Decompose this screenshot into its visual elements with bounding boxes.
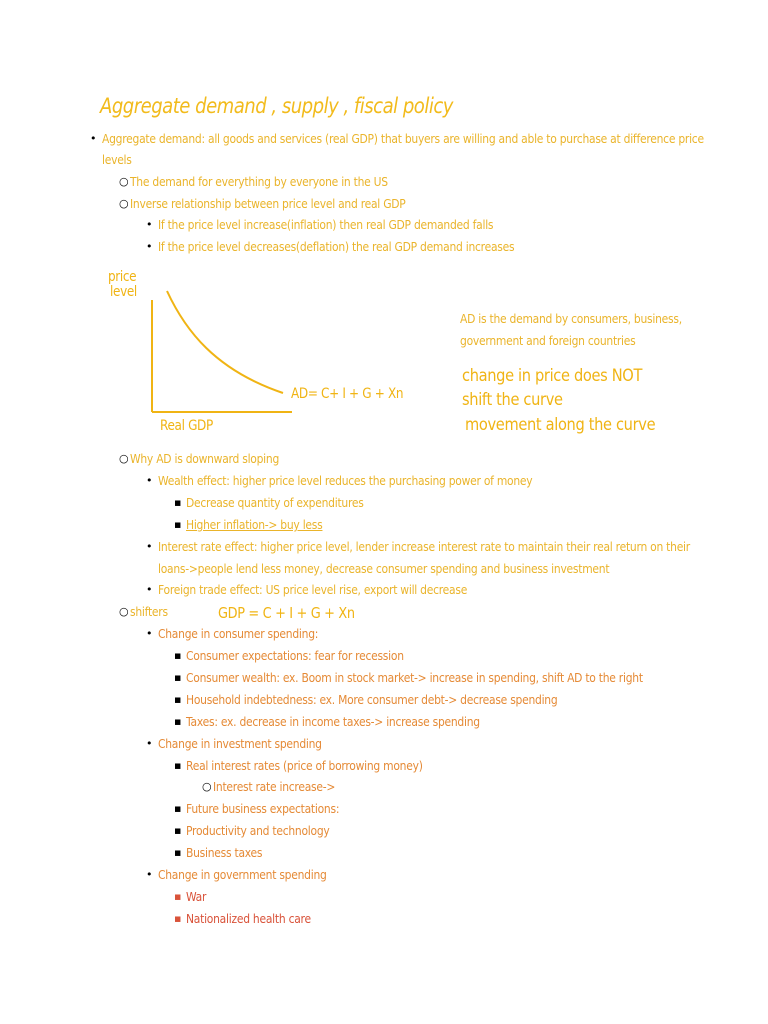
bullet-dot: ▪ xyxy=(174,496,182,509)
text-line: Change in investment spending xyxy=(158,736,322,751)
handwritten-note: change in price does NOT xyxy=(462,366,643,386)
text-line: Interest rate increase-> xyxy=(213,779,336,794)
page-title: Aggregate demand , supply , fiscal policy xyxy=(100,94,453,118)
bullet-dot: • xyxy=(146,240,153,253)
bullet-dot: • xyxy=(146,218,153,231)
text-line: Taxes: ex. decrease in income taxes-> increase spending xyxy=(186,714,480,729)
text-line: Real interest rates (price of borrowing money) xyxy=(186,758,423,773)
ad-note-line: AD is the demand by consumers, business, xyxy=(460,311,682,326)
ad-equation: AD= C+ I + G + Xn xyxy=(291,386,404,402)
text-line: If the price level decreases(deflation) the real GDP demand increases xyxy=(158,239,515,254)
text-line: Change in government spending xyxy=(158,867,327,882)
text-line: Nationalized health care xyxy=(186,911,311,926)
bullet-circle: ○ xyxy=(119,175,129,188)
text-line: Consumer wealth: ex. Boom in stock market-> increase in spending, shift AD to the right xyxy=(186,670,643,685)
text-line: Household indebtedness: ex. More consumer debt-> decrease spending xyxy=(186,692,558,707)
bullet-circle: ○ xyxy=(119,605,129,618)
bullet-dot: • xyxy=(146,737,153,750)
level-label: level xyxy=(110,284,137,300)
text-line: Inverse relationship between price level and real GDP xyxy=(130,196,406,211)
bullet-dot: ▪ xyxy=(174,759,182,772)
bullet-dot: ▪ xyxy=(174,912,182,925)
bullet-circle: ○ xyxy=(202,780,212,793)
text-line: Why AD is downward sloping xyxy=(130,451,280,466)
handwritten-note: shift the curve xyxy=(462,390,563,410)
ad-curve xyxy=(167,291,283,393)
bullet-dot: ▪ xyxy=(174,802,182,815)
bullet-dot: ▪ xyxy=(174,890,182,903)
text-line: Change in consumer spending: xyxy=(158,626,319,641)
text-line: Consumer expectations: fear for recession xyxy=(186,648,404,663)
text-line: Business taxes xyxy=(186,845,263,860)
bullet-dot: • xyxy=(146,474,153,487)
text-line: Higher inflation-> buy less xyxy=(186,517,323,532)
text-line: Interest rate effect: higher price level, lender increase interest rate to maintain their real return on their xyxy=(158,539,690,554)
bullet-dot: • xyxy=(146,868,153,881)
bullet-dot: • xyxy=(146,540,153,553)
bullet-dot: ▪ xyxy=(174,671,182,684)
handwritten-note: movement along the curve xyxy=(465,415,656,435)
bullet-dot: ▪ xyxy=(174,693,182,706)
bullet-dot: ▪ xyxy=(174,846,182,859)
real-gdp-label: Real GDP xyxy=(160,418,213,434)
bullet-dot: ▪ xyxy=(174,824,182,837)
bullet-dot: ▪ xyxy=(174,518,182,531)
text-line: The demand for everything by everyone in the US xyxy=(130,174,388,189)
bullet-dot: • xyxy=(146,583,153,596)
text-line: Decrease quantity of expenditures xyxy=(186,495,364,510)
text-line: Future business expectations: xyxy=(186,801,340,816)
text-line: levels xyxy=(102,152,132,167)
bullet-dot: ▪ xyxy=(174,715,182,728)
text-line: Aggregate demand: all goods and services (real GDP) that buyers are willing and able to purchase at difference price xyxy=(102,131,704,146)
bullet-dot: • xyxy=(90,132,97,145)
bullet-dot: • xyxy=(146,627,153,640)
bullet-dot: ▪ xyxy=(174,649,182,662)
text-line: If the price level increase(inflation) then real GDP demanded falls xyxy=(158,217,494,232)
text-line: loans->people lend less money, decrease consumer spending and business investment xyxy=(158,561,610,576)
bullet-circle: ○ xyxy=(119,452,129,465)
text-line: shifters xyxy=(130,604,168,619)
price-label: price xyxy=(108,269,137,285)
gdp-equation: GDP = C + I + G + Xn xyxy=(218,604,355,622)
text-line: Foreign trade effect: US price level rise, export will decrease xyxy=(158,582,468,597)
bullet-circle: ○ xyxy=(119,197,129,210)
ad-note-line: government and foreign countries xyxy=(460,333,636,348)
text-line: Wealth effect: higher price level reduces the purchasing power of money xyxy=(158,473,533,488)
text-line: War xyxy=(186,889,207,904)
text-line: Productivity and technology xyxy=(186,823,330,838)
